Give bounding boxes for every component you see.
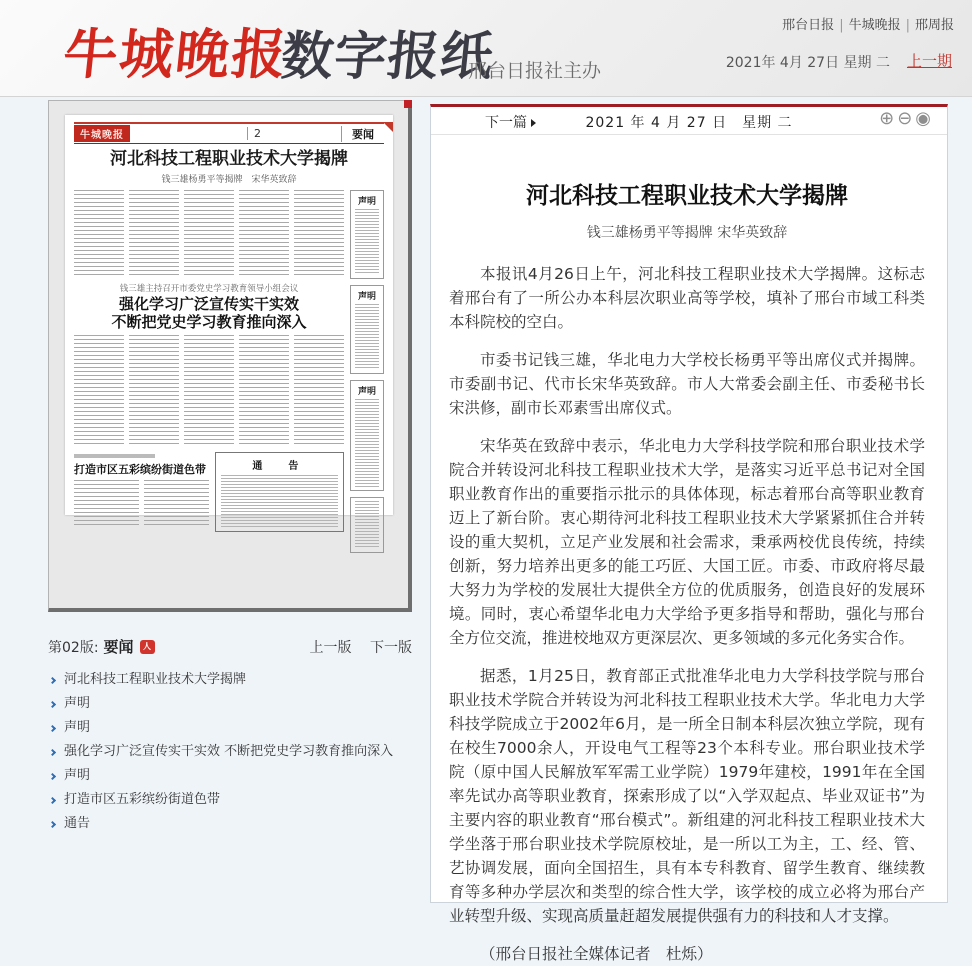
article-date: 2021 年 4 月 27 日 星期 二 [585,115,793,131]
header-nav [782,14,954,33]
nav-link-xingtai-daily[interactable]: 邢台日报 [782,18,835,33]
page-label: 第02版: [48,639,99,656]
next-page-link[interactable]: 下一版 [370,639,412,656]
site-logo-sub: 数字报纸 [278,27,497,87]
thumbnail-deck-1: 钱三雄杨勇平等揭牌 宋华英致辞 [161,175,297,185]
article-list-item-label: 通告 [64,816,91,831]
pdf-icon[interactable]: 人 [140,640,155,654]
site-logo-main: 牛城晚报 [60,22,291,86]
article-title: 河北科技工程职业技术大学揭牌 [526,183,848,209]
article-list-item[interactable] [48,721,412,735]
article-panel [430,104,948,963]
article-paragraph: 本报讯4月26日上午，河北科技工程职业技术大学揭牌。这标志着邢台有了一所公办本科层次职业高等学校，填补了邢台市域工科类本科院校的空白。 [449,265,925,331]
prev-issue-link[interactable]: 上一期 [906,52,952,70]
rail-statement-title: 声明 [357,197,376,207]
thumbnail-masthead [74,122,384,144]
chevron-right-icon [49,700,56,707]
thumbnail-text-columns [74,335,344,445]
organizer-label: 邢台日报社主办 [468,60,602,82]
article-list-item-label: 强化学习广泛宣传实干实效 不断把党史学习教育推向深入 [64,744,394,759]
prev-page-link[interactable]: 上一版 [309,639,352,656]
thumbnail-text-columns [74,480,209,526]
article-list-item[interactable] [48,745,412,759]
nav-link-niucheng-evening[interactable]: 牛城晚报 [848,18,901,33]
thumbnail-kicker-2: 钱三雄主持召开市委党史学习教育领导小组会议 [119,284,299,294]
chevron-right-icon [49,724,56,731]
thumbnail-text-columns [74,190,344,276]
next-article-label: 下一篇 [485,115,527,131]
article-paragraph: 市委书记钱三雄，华北电力大学校长杨勇平等出席仪式并揭牌。市委副书记、代市长宋华英致辞。市人大常委会副主任、市委秘书长宋洪修，副市长邓素雪出席仪式。 [449,351,925,417]
rail-statement-title: 声明 [357,387,376,397]
chevron-right-icon [49,796,56,803]
thumbnail-right-rail [350,190,384,559]
article-paragraph: 宋华英在致辞中表示，华北电力大学科技学院和邢台职业技术学院合并转设河北科技工程职业技术大学，是落实习近平总书记对全国职业教育作出的重要指示批示的具体体现，标志着邢台高等职业教育迈上了新台阶。衷心期待河北科技工程职业技术大学紧紧抓住合并转设的重大契机，立足产业发展和社会需求，秉承两校优良传统，持续创新，努力培养出更多的能工巧匠、大国工匠。市委、市政府将尽最大努力为学校的发展壮大提供全方位的优质服务，创造良好的发展环境。同时，衷心希望华北电力大学给予更多指导和帮助，强化与邢台全方位交流，推进校地双方更深层次、更多领域的多元化务实合作。 [449,437,925,647]
thumbnail-masthead-logo: 牛城晚报 [74,125,130,142]
chevron-right-icon [49,676,56,683]
article-list-item[interactable] [48,673,412,687]
article-list-item[interactable] [48,817,412,831]
thumbnail-kicker-3 [74,454,155,458]
article-list-item-label: 河北科技工程职业技术大学揭牌 [64,672,247,687]
rail-statement-title: 声明 [357,292,376,302]
article-list-item[interactable] [48,793,412,807]
nav-separator: | [905,18,910,33]
section-name: 要闻 [103,638,134,656]
thumbnail-page-number: 2 [247,127,267,140]
thumbnail-section-flag: 要闻 [341,126,384,142]
chevron-right-icon [49,820,56,827]
article-list-item-label: 声明 [64,696,91,711]
chevron-right-icon [49,748,56,755]
article-list-item[interactable] [48,697,412,711]
article-paragraph: 据悉，1月25日，教育部正式批准华北电力大学科技学院与邢台职业技术学院合并转设为河北科技工程职业技术大学。华北电力大学科技学院成立于2002年6月，是一所全日制本科层次独立学院，现有在校生7000余人，开设电气工程等23个本科专业。邢台职业技术学院（原中国人民解放军军需工业学院）1979年建校，1991年在全国率先试办高等职业教育，探索形成了以“入学双起点、毕业双证书”为主要内容的职业教育“邢台模式”。新组建的河北科技工程职业技术大学坐落于邢台职业技术学院原校址，是一所以工为主，工、经、管、艺协调发展，面向全国招生，具有本专科教育、留学生教育、继续教育等多种办学层次和类型的综合性大学，该学校的成立必将为邢台产业转型升级、实现高质量赶超发展提供强有力的科技和人才支撑。 [449,667,925,925]
zoom-reset-icon[interactable]: ◉ [915,108,931,129]
newspaper-page-thumbnail[interactable] [65,115,393,515]
zoom-in-icon[interactable]: ⊕ [879,108,895,129]
site-header [0,0,972,97]
article-subtitle: 钱三雄杨勇平等揭牌 宋华英致辞 [586,225,788,241]
thumbnail-headline-2-line2: 不断把党史学习教育推向深入 [111,313,307,331]
thumbnail-notice-title: 通 告 [252,461,307,472]
article-toolbar [431,107,947,135]
nav-separator: | [839,18,844,33]
article-byline: （邢台日报社全媒体记者 杜烁） [480,945,713,963]
article-list-item-label: 声明 [64,720,91,735]
article-content [449,262,925,966]
thumbnail-corner-marker [404,100,412,108]
article-list-item[interactable] [48,769,412,783]
page-thumbnail-box [48,100,412,612]
thumbnail-headline-1: 河北科技工程职业技术大学揭牌 [110,149,348,169]
page-navigation [48,636,412,841]
chevron-right-icon [49,772,56,779]
thumbnail-headline-2-line1: 强化学习广泛宣传实干实效 [118,295,299,313]
article-list [48,673,412,831]
thumbnail-headline-3: 打造市区五彩缤纷街道色带 [74,463,206,476]
zoom-out-icon[interactable]: ⊖ [897,108,913,129]
article-list-item-label: 打造市区五彩缤纷街道色带 [64,792,221,807]
issue-date: 2021年 4月 27日 星期 二 [725,55,890,71]
fold-corner-icon [383,122,393,132]
thumbnail-notice-box [215,452,344,532]
nav-link-xingzhou-weekly[interactable]: 邢周报 [914,18,954,33]
article-list-item-label: 声明 [64,768,91,783]
